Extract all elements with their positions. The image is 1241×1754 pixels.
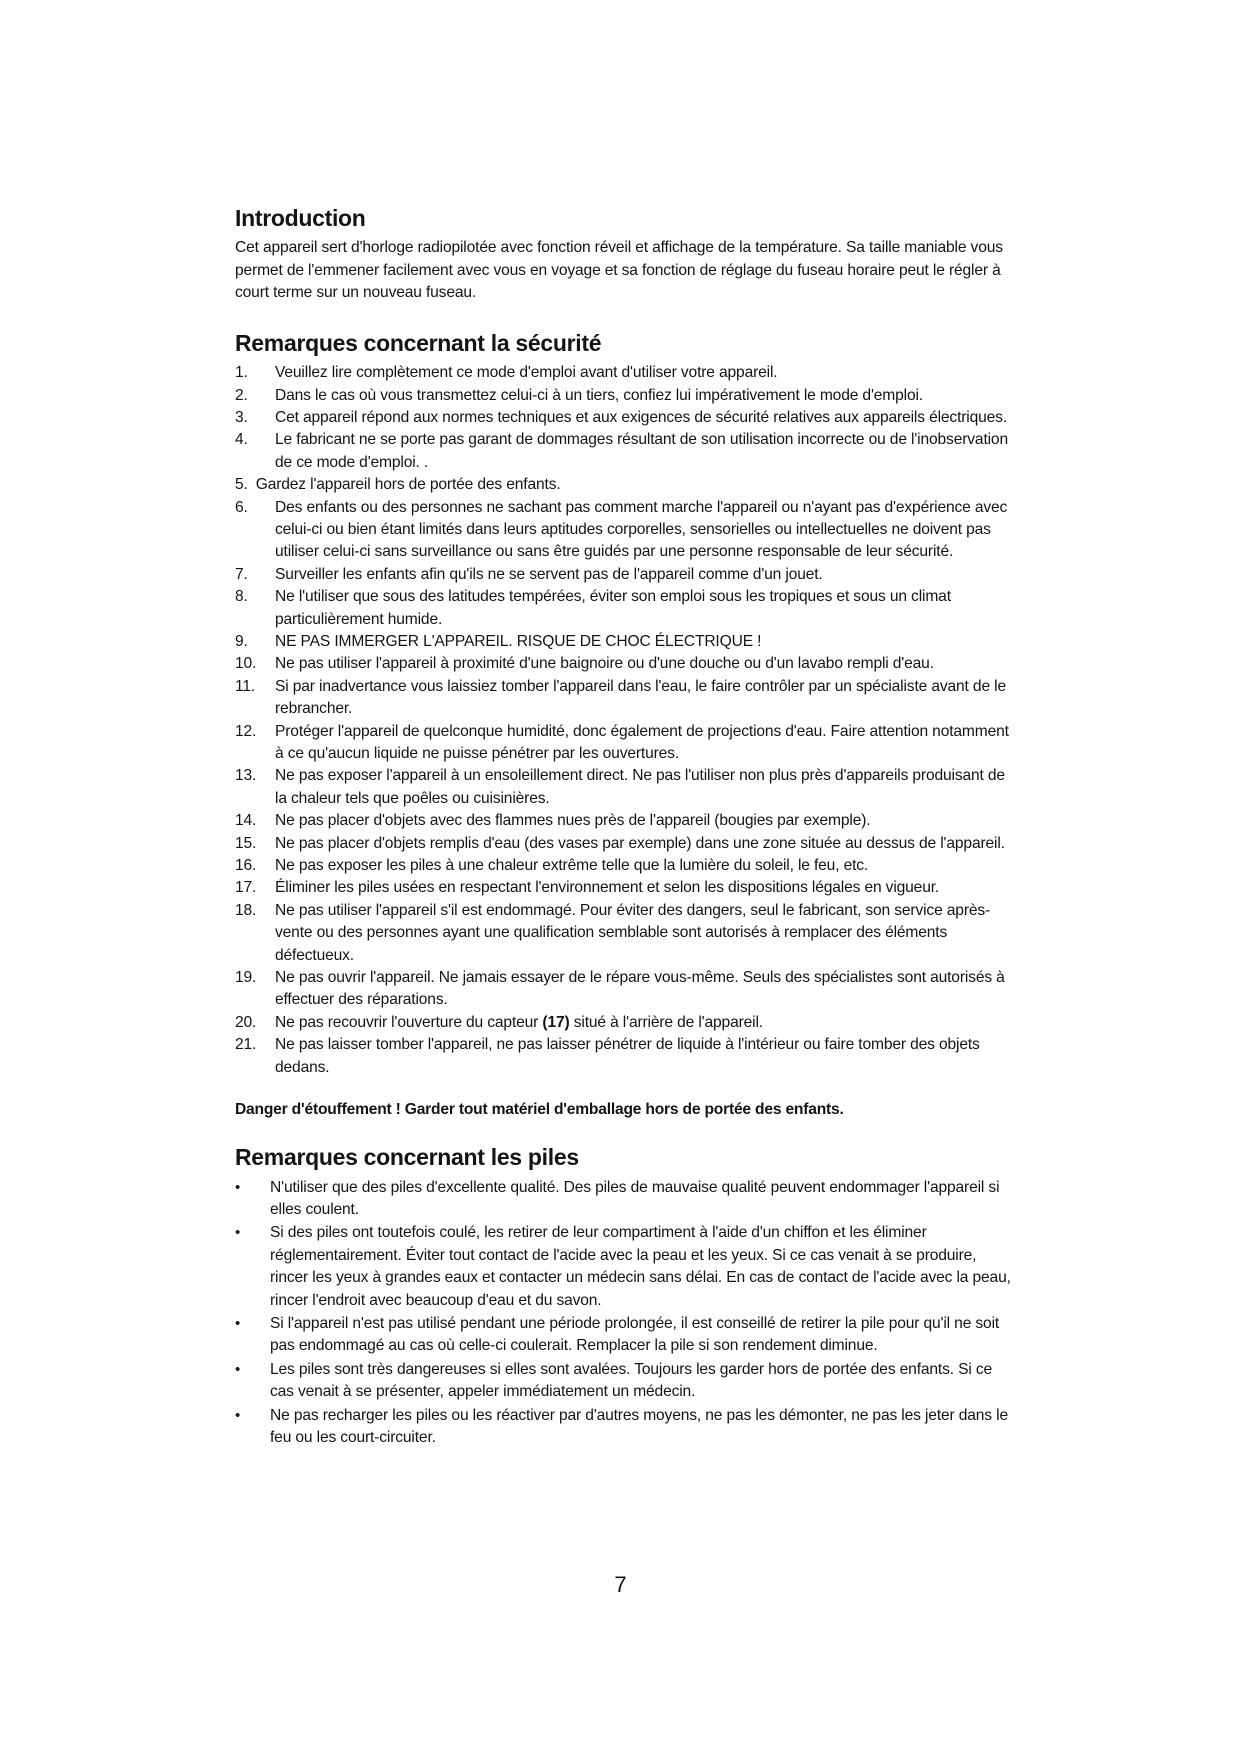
item-text: Des enfants ou des personnes ne sachant pas comment marche l'appareil ou n'ayant pas d'expérience avec celui-ci ou bien étant limités dans leurs aptitudes corporelles, sensorielles ou intellectuelles ne doivent pas utiliser celui-ci sans surveillance ou sans être guidés par une personne responsable de leur sécurité. (275, 498, 1008, 561)
item-number: 3. (235, 408, 248, 426)
safety-item (235, 855, 1015, 877)
item-text: Dans le cas où vous transmettez celui-ci à un tiers, confiez lui impérativement le mode d'emploi. (275, 386, 923, 404)
page-number: 7 (614, 1572, 627, 1597)
introduction-section (235, 205, 1015, 305)
safety-item (235, 721, 1015, 766)
item-text: NE PAS IMMERGER L'APPAREIL. RISQUE DE CHOC ÉLECTRIQUE ! (275, 632, 762, 650)
item-number: 2. (235, 386, 248, 404)
item-number: 5. (235, 476, 248, 494)
item-number: 6. (235, 498, 248, 516)
battery-item (235, 1177, 1015, 1222)
safety-item (235, 564, 1015, 586)
item-text-end: situé à l'arrière de l'appareil. (569, 1013, 763, 1031)
safety-item (235, 362, 1015, 384)
item-text: Éliminer les piles usées en respectant l'environnement et selon les dispositions légales en vigueur. (275, 879, 940, 897)
safety-item (235, 1012, 1015, 1034)
safety-item (235, 810, 1015, 832)
bullet-icon: • (235, 1314, 241, 1332)
item-text: Le fabricant ne se porte pas garant de dommages résultant de son utilisation incorrecte ou de l'inobservation de ce mode d'emploi. . (275, 431, 1008, 471)
item-text: Ne pas ouvrir l'appareil. Ne jamais essayer de le répare vous-même. Seuls des spécialistes sont autorisés à effectuer des réparations. (275, 969, 1005, 1009)
item-number: 18. (235, 901, 257, 919)
item-number: 21. (235, 1036, 257, 1054)
item-text: Ne pas utiliser l'appareil à proximité d'une baignoire ou d'une douche ou d'un lavabo rempli d'eau. (275, 655, 934, 673)
item-text: Si des piles ont toutefois coulé, les retirer de leur compartiment à l'aide d'un chiffon et les éliminer réglementairement. Éviter tout contact de l'acide avec la peau et les yeux. Si ce cas venait à se produire, rincer les yeux à grandes eaux et contacter un médecin sans délai. En cas de contact de l'acide avec la peau, rincer l'endroit avec beaucoup d'eau et du savon. (270, 1224, 1011, 1309)
safety-item (235, 833, 1015, 855)
item-number: 11. (235, 677, 256, 695)
item-text: N'utiliser que des piles d'excellente qualité. Des piles de mauvaise qualité peuvent endommager l'appareil si elles coulent. (270, 1178, 1000, 1218)
suffocation-warning: Danger d'étouffement ! Garder tout matériel d'emballage hors de portée des enfants. (235, 1101, 844, 1119)
battery-item (235, 1222, 1015, 1312)
manual-page (235, 205, 1015, 1450)
item-number: 13. (235, 767, 257, 785)
safety-item (235, 676, 1015, 721)
bullet-icon: • (235, 1406, 241, 1424)
item-number: 1. (235, 364, 248, 382)
safety-item (235, 1034, 1015, 1079)
item-text: Si l'appareil n'est pas utilisé pendant une période prolongée, il est conseillé de retirer la pile pour qu'il ne soit pas endommagé au cas où celle-ci coulerait. Remplacer la pile si son rendement diminue. (270, 1314, 1000, 1355)
battery-item (235, 1405, 1015, 1450)
safety-item (235, 474, 1015, 496)
item-number: 15. (235, 834, 257, 852)
item-number: 17. (235, 879, 257, 897)
battery-item (235, 1359, 1015, 1404)
item-number: 20. (235, 1013, 257, 1031)
item-number: 10. (235, 655, 257, 673)
safety-item (235, 877, 1015, 899)
introduction-text: Cet appareil sert d'horloge radiopilotée avec fonction réveil et affichage de la température. Sa taille maniable vous permet de l'emmener facilement avec vous en voyage et sa fonction de réglage du fuseau horaire peut le régler à court terme sur un nouveau fuseau. (235, 239, 1003, 302)
battery-item (235, 1313, 1015, 1358)
item-number: 14. (235, 812, 257, 830)
safety-item (235, 385, 1015, 407)
item-text: Les piles sont très dangereuses si elles sont avalées. Toujours les garder hors de portée des enfants. Si ce cas venait à se présenter, appeler immédiatement un médecin. (270, 1360, 993, 1401)
item-text: Gardez l'appareil hors de portée des enfants. (255, 476, 561, 494)
item-text: Ne pas laisser tomber l'appareil, ne pas laisser pénétrer de liquide à l'intérieur ou faire tomber des objets dedans. (275, 1036, 980, 1076)
safety-item (235, 765, 1015, 810)
item-number: 9. (235, 632, 248, 650)
item-text: Ne pas utiliser l'appareil s'il est endommagé. Pour éviter des dangers, seul le fabricant, son service après-vente ou des personnes ayant une qualification semblable sont autorisés à remplacer des éléments défectueux. (275, 901, 991, 964)
bullet-icon: • (235, 1224, 241, 1242)
item-text: Ne pas exposer l'appareil à un ensoleillement direct. Ne pas l'utiliser non plus près d'appareils produisant de la chaleur tels que poêles ou cuisinières. (275, 767, 1005, 807)
batteries-section (235, 1144, 1015, 1449)
safety-item (235, 653, 1015, 675)
safety-section (235, 330, 1015, 1079)
introduction-heading: Introduction (235, 205, 366, 231)
safety-list (235, 362, 1015, 1079)
item-text: Cet appareil répond aux normes techniques et aux exigences de sécurité relatives aux appareils électriques. (275, 408, 1008, 426)
batteries-list (235, 1177, 1015, 1450)
sensor-reference: (17) (542, 1013, 570, 1031)
bullet-icon: • (235, 1178, 241, 1196)
item-text: Veuillez lire complètement ce mode d'emploi avant d'utiliser votre appareil. (275, 364, 778, 382)
item-text: Si par inadvertance vous laissiez tomber l'appareil dans l'eau, le faire contrôler par un spécialiste avant de le rebrancher. (275, 677, 1006, 718)
item-number: 12. (235, 722, 257, 740)
item-text: Ne pas placer d'objets avec des flammes nues près de l'appareil (bougies par exemple). (275, 812, 871, 830)
item-text: Ne pas exposer les piles à une chaleur extrême telle que la lumière du soleil, le feu, etc. (275, 857, 869, 875)
item-text: Ne pas placer d'objets remplis d'eau (des vases par exemple) dans une zone située au dessus de l'appareil. (275, 834, 1005, 852)
safety-item (235, 900, 1015, 967)
item-number: 8. (235, 588, 248, 606)
safety-item (235, 429, 1015, 474)
safety-item (235, 407, 1015, 429)
item-text: Ne l'utiliser que sous des latitudes tempérées, éviter son emploi sous les tropiques et sous un climat particulièrement humide. (275, 588, 951, 628)
safety-item (235, 967, 1015, 1012)
item-number: 7. (235, 565, 248, 583)
bullet-icon: • (235, 1360, 241, 1378)
item-text: Protéger l'appareil de quelconque humidité, donc également de projections d'eau. Faire attention notamment à ce qu'aucun liquide ne puisse pénétrer par les ouvertures. (275, 722, 1009, 762)
item-number: 16. (235, 857, 257, 875)
item-number: 19. (235, 969, 257, 987)
item-text: Surveiller les enfants afin qu'ils ne se servent pas de l'appareil comme d'un jouet. (275, 565, 823, 583)
safety-item (235, 631, 1015, 653)
batteries-heading: Remarques concernant les piles (235, 1144, 579, 1171)
safety-heading: Remarques concernant la sécurité (235, 329, 602, 356)
safety-item (235, 497, 1015, 564)
item-text-start: Ne pas recouvrir l'ouverture du capteur (275, 1013, 543, 1031)
safety-item (235, 586, 1015, 631)
item-text: Ne pas recharger les piles ou les réactiver par d'autres moyens, ne pas les démonter, ne pas les jeter dans le feu ou les court-circuiter. (270, 1406, 1008, 1446)
item-number: 4. (235, 431, 248, 449)
